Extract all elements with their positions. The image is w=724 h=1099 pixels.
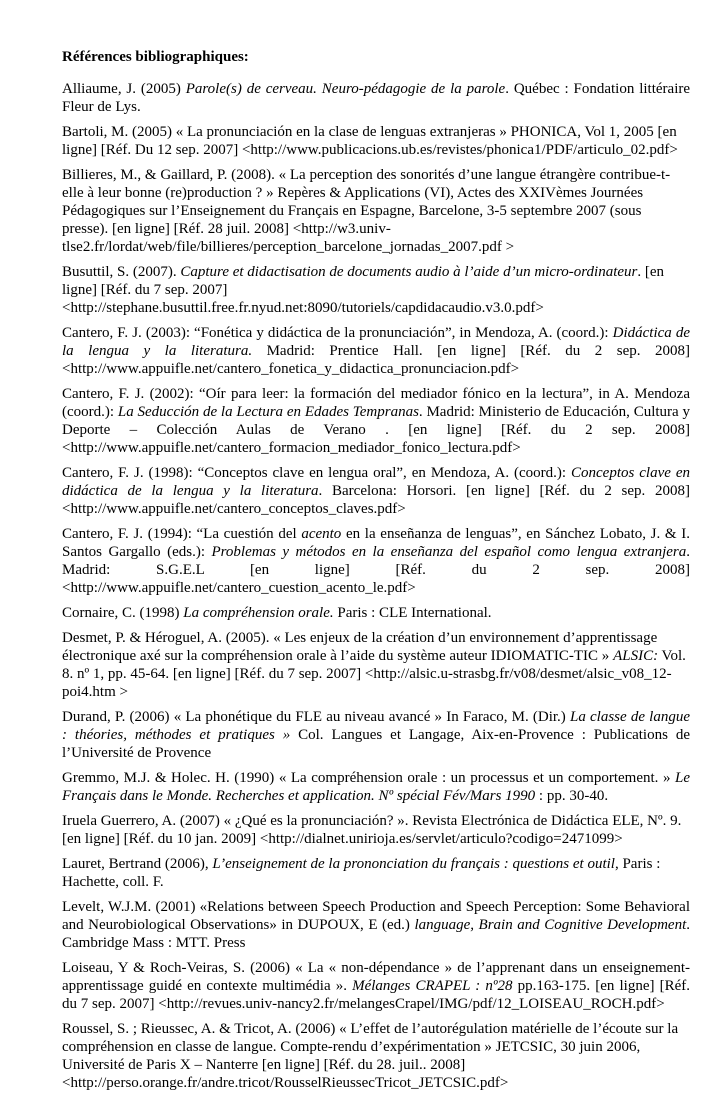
reference-entry: [62, 708, 690, 762]
reference-title-italic: acento: [301, 526, 342, 542]
reference-entry: [62, 464, 690, 518]
reference-text: Cantero, F. J. (1998): “Conceptos clave en lengua oral”, en Mendoza, A. (coord.):: [62, 465, 572, 481]
reference-title-italic: Mélanges CRAPEL : nº28: [352, 978, 513, 994]
reference-text: Cornaire, C. (1998): [62, 605, 184, 621]
reference-entry: [62, 959, 690, 1013]
reference-entry: [62, 263, 690, 317]
reference-entry: [62, 812, 690, 848]
reference-text: . Barcelona: Horsori. [en ligne] [Réf. du 2 sep. 2008] <http://www.appuifle.net/cantero_conceptos_claves.pdf>: [62, 483, 690, 517]
reference-entry: [62, 123, 690, 159]
reference-text: Gremmo, M.J. & Holec. H. (1990) « La compréhension orale : un processus et un comportement. »: [62, 770, 675, 786]
reference-text: . Madrid: Ministerio de Educación, Cultura y Deporte – Colección Aulas de Verano . [en ligne] [Réf. du 2 sep. 2008] <http://www.appuifle.net/cantero_formacion_mediador_fonico_lectura.pdf>: [62, 404, 691, 456]
reference-text: Loiseau, Y & Roch-Veiras, S. (2006) « La « non-dépendance » de l’apprenant dans un enseignement-apprentissage guidé en contexte multimédia ».: [62, 960, 690, 994]
reference-text: Iruela Guerrero, A. (2007) « ¿Qué es la pronunciación? ». Revista Electrónica de Didáctica ELE, Nº. 9. [en ligne] [Réf. du 10 jan. 2009] <http://dialnet.unirioja.es/servlet/articulo?codigo=2471099>: [62, 813, 682, 847]
reference-entry: [62, 855, 690, 891]
reference-entry: [62, 324, 690, 378]
reference-text: Vol. 8. nº 1, pp. 45-64. [en ligne] [Réf. du 7 sep. 2007] <http://alsic.u-strasbg.fr/v08/desmet/alsic_v08_12-poi4.htm >: [62, 648, 686, 700]
reference-entry: [62, 80, 690, 116]
reference-list: [62, 80, 690, 1092]
reference-entry: [62, 1020, 690, 1092]
reference-text: . Cambridge Mass : MTT. Press: [62, 917, 691, 951]
reference-text: Paris : CLE International.: [333, 605, 492, 621]
reference-title-italic: Capture et didactisation de documents audio à l’aide d’un micro-ordinateur: [180, 264, 638, 280]
reference-entry: [62, 166, 690, 256]
reference-text: Billieres, M., & Gaillard, P. (2008). « La perception des sonorités d’une langue étrangère contribue-t-elle à leur bonne (re)production ? » Repères & Applications (VI), Actes des XXIVèmes Journées Pédagogiques sur l’Enseignement du Français en Espagne, Barcelone, 3-5 septembre 2007 (sous presse). [en ligne] [Réf. 28 juil. 2008] <http://w3.univ-tlse2.fr/lordat/web/file/billieres/perception_barcelone_jornadas_2007.pdf >: [62, 167, 671, 255]
reference-title-italic: Conceptos clave en didáctica de la lengua y la literatura: [62, 465, 691, 499]
reference-text: : pp. 30-40.: [535, 788, 609, 804]
reference-title-italic: La Seducción de la Lectura en Edades Tempranas: [117, 404, 419, 420]
reference-entry: [62, 385, 690, 457]
reference-title-italic: Didáctica de la lengua y la literatura.: [62, 325, 690, 359]
reference-text: Alliaume, J. (2005): [62, 81, 186, 97]
reference-title-italic: Problemas y métodos en la enseñanza del español como lengua extranjera: [211, 544, 687, 560]
reference-title-italic: Le Français dans le Monde. Recherches et application. Nº spécial Fév/Mars 1990: [62, 770, 690, 804]
section-heading: Références bibliographiques:: [62, 49, 249, 65]
reference-entry: [62, 604, 690, 622]
reference-entry: [62, 525, 690, 597]
reference-text: Madrid: Prentice Hall. [en ligne] [Réf. du 2 sep. 2008] <http://www.appuifle.net/cantero_fonetica_y_didactica_pronunciacion.pdf>: [62, 343, 690, 377]
reference-entry: [62, 769, 690, 805]
reference-text: Cantero, F. J. (1994): “La cuestión del: [62, 526, 302, 542]
reference-title-italic: La classe de langue : théories, méthodes et pratiques »: [62, 709, 691, 743]
reference-text: . Madrid: S.G.E.L [en ligne] [Réf. du 2 sep. 2008] <http://www.appuifle.net/cantero_cuestion_acento_le.pdf>: [62, 544, 690, 596]
reference-text: Levelt, W.J.M. (2001) «Relations between Speech Production and Speech Perception: Some Behavioral and Neurobiological Observations» in DUPOUX, E (ed.): [62, 899, 690, 933]
reference-title-italic: ALSIC:: [613, 648, 659, 664]
reference-entry: [62, 898, 690, 952]
reference-text: Roussel, S. ; Rieussec, A. & Tricot, A. (2006) « L’effet de l’autorégulation matérielle de l’écoute sur la compréhension en classe de langue. Compte-rendu d’expérimentation » JETCSIC, 30 juin 2006, Université de Paris X – Nanterre [en ligne] [Réf. du 28. juil.. 2008] <http://perso.orange.fr/andre.tricot/RousselRieussecTricot_JETCSIC.pdf>: [62, 1021, 679, 1091]
reference-text: Durand, P. (2006) « La phonétique du FLE au niveau avancé » In Faraco, M. (Dir.): [62, 709, 570, 725]
reference-text: Cantero, F. J. (2002): “Oír para leer: la formación del mediador fónico en la lectura”, in A. Mendoza (coord.):: [62, 386, 690, 420]
reference-text: Bartoli, M. (2005) « La pronunciación en la clase de lenguas extranjeras » PHONICA, Vol 1, 2005 [en ligne] [Réf. Du 12 sep. 2007] <http://www.publicacions.ub.es/revistes/phonica1/PDF/articulo_02.pdf>: [62, 124, 678, 158]
reference-text: Cantero, F. J. (2003): “Fonética y didáctica de la pronunciación”, in Mendoza, A. (coord.):: [62, 325, 613, 341]
document-page: [62, 48, 690, 1099]
reference-text: , Paris : Hachette, coll. F.: [62, 856, 661, 890]
reference-text: Lauret, Bertrand (2006),: [62, 856, 213, 872]
reference-title-italic: language, Brain and Cognitive Development: [414, 917, 687, 933]
reference-text: pp.163-175. [en ligne] [Réf. du 7 sep. 2007] <http://revues.univ-nancy2.fr/melangesCrapel/IMG/pdf/12_LOISEAU_ROCH.pdf>: [62, 978, 690, 1012]
reference-text: . Québec : Fondation littéraire Fleur de Lys.: [62, 81, 691, 115]
reference-entry: [62, 629, 690, 701]
reference-text: Col. Langues et Langage, Aix-en-Provence : Publications de l’Université de Provence: [62, 727, 690, 761]
reference-title-italic: Parole(s) de cerveau. Neuro-pédagogie de la parole: [185, 81, 506, 97]
reference-text: Busuttil, S. (2007).: [62, 264, 181, 280]
reference-title-italic: La compréhension orale.: [183, 605, 334, 621]
reference-text: Desmet, P. & Héroguel, A. (2005). « Les enjeux de la création d’un environnement d’apprentissage électronique axé sur la compréhension orale à l’aide du système auteur IDIOMATIC-TIC »: [62, 630, 658, 664]
reference-title-italic: L’enseignement de la prononciation du français : questions et outil: [212, 856, 615, 872]
reference-text: en la enseñanza de lenguas”, en Sánchez Lobato, J. & I. Santos Gargallo (eds.):: [62, 526, 690, 560]
reference-text: . [en ligne] [Réf. du 7 sep. 2007] <http://stephane.busuttil.free.fr.nyud.net:8090/tutoriels/capdidacaudio.v3.0.pdf>: [62, 264, 665, 316]
